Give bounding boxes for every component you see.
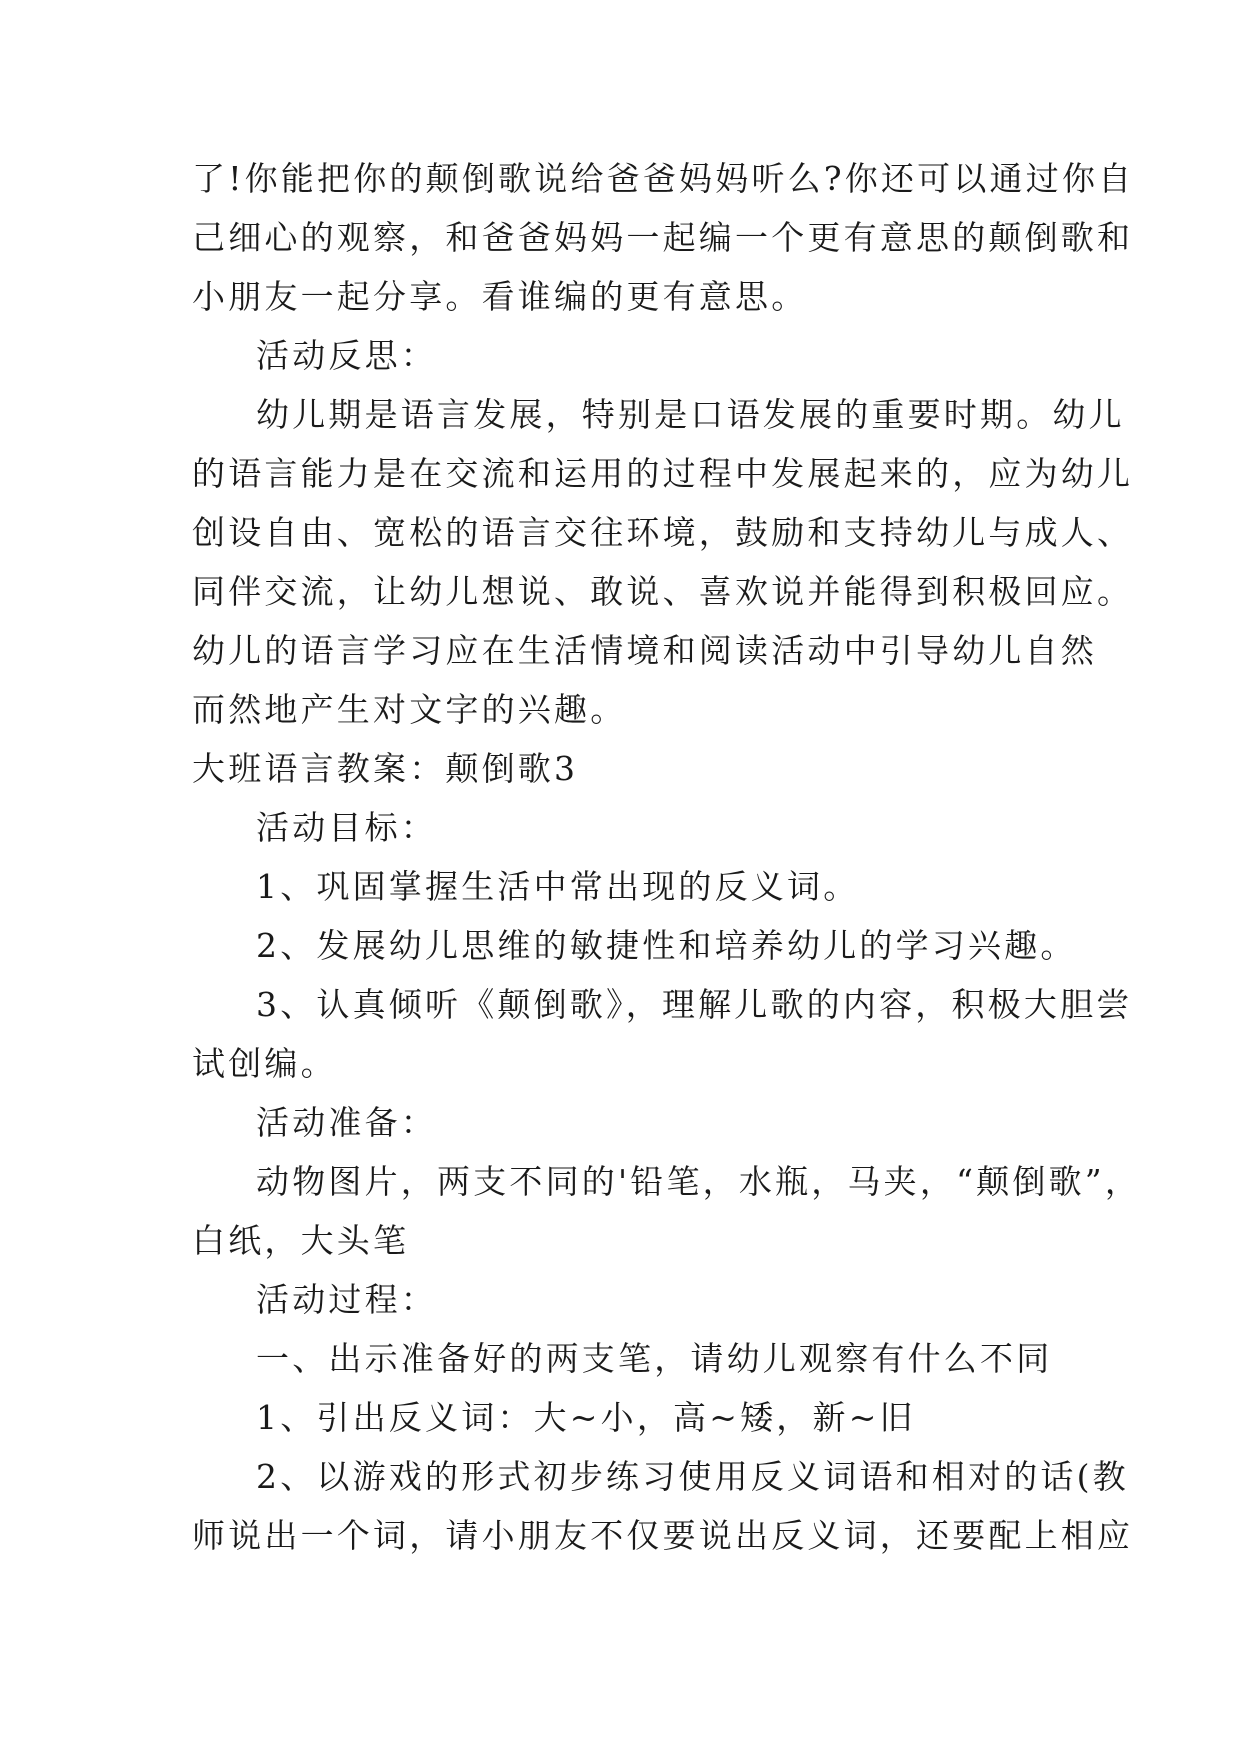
section-heading: 活动准备： bbox=[256, 1103, 437, 1142]
list-item: 2、发展幼儿思维的敏捷性和培养幼儿的学习兴趣。 bbox=[256, 926, 1077, 965]
paragraph-line: 师说出一个词，请小朋友不仅要说出反义词，还要配上相应 bbox=[192, 1516, 1134, 1555]
paragraph-line: 白纸，大头笔 bbox=[192, 1221, 410, 1260]
paragraph-line: 试创编。 bbox=[192, 1044, 337, 1083]
paragraph-line: 一、出示准备好的两支笔，请幼儿观察有什么不同 bbox=[256, 1339, 1053, 1378]
paragraph-line: 而然地产生对文字的兴趣。 bbox=[192, 690, 627, 729]
paragraph-line: 的语言能力是在交流和运用的过程中发展起来的，应为幼儿 bbox=[192, 454, 1134, 493]
list-item: 1、巩固掌握生活中常出现的反义词。 bbox=[256, 867, 860, 906]
paragraph-line: 动物图片，两支不同的'铅笔，水瓶，马夹，“颠倒歌”， bbox=[256, 1162, 1142, 1201]
list-item: 2、以游戏的形式初步练习使用反义词语和相对的话(教 bbox=[256, 1457, 1129, 1496]
paragraph-line: 创设自由、宽松的语言交往环境，鼓励和支持幼儿与成人、 bbox=[192, 513, 1134, 552]
section-heading: 活动过程： bbox=[256, 1280, 437, 1319]
paragraph-line: 己细心的观察，和爸爸妈妈一起编一个更有意思的颠倒歌和 bbox=[192, 218, 1134, 257]
list-item: 3、认真倾听《颠倒歌》，理解儿歌的内容，积极大胆尝 bbox=[256, 985, 1133, 1024]
paragraph-line: 幼儿期是语言发展，特别是口语发展的重要时期。幼儿 bbox=[256, 395, 1125, 434]
paragraph-line: 同伴交流，让幼儿想说、敢说、喜欢说并能得到积极回应。 bbox=[192, 572, 1134, 611]
section-heading: 活动目标： bbox=[256, 808, 437, 847]
list-item: 1、引出反义词：大~小，高~矮，新~旧 bbox=[256, 1398, 916, 1437]
document-title: 大班语言教案：颠倒歌3 bbox=[192, 749, 579, 788]
section-heading: 活动反思： bbox=[256, 336, 437, 375]
paragraph-line: 了!你能把你的颠倒歌说给爸爸妈妈听么?你还可以通过你自 bbox=[192, 159, 1135, 198]
paragraph-line: 幼儿的语言学习应在生活情境和阅读活动中引导幼儿自然 bbox=[192, 631, 1097, 670]
paragraph-line: 小朋友一起分享。看谁编的更有意思。 bbox=[192, 277, 808, 316]
